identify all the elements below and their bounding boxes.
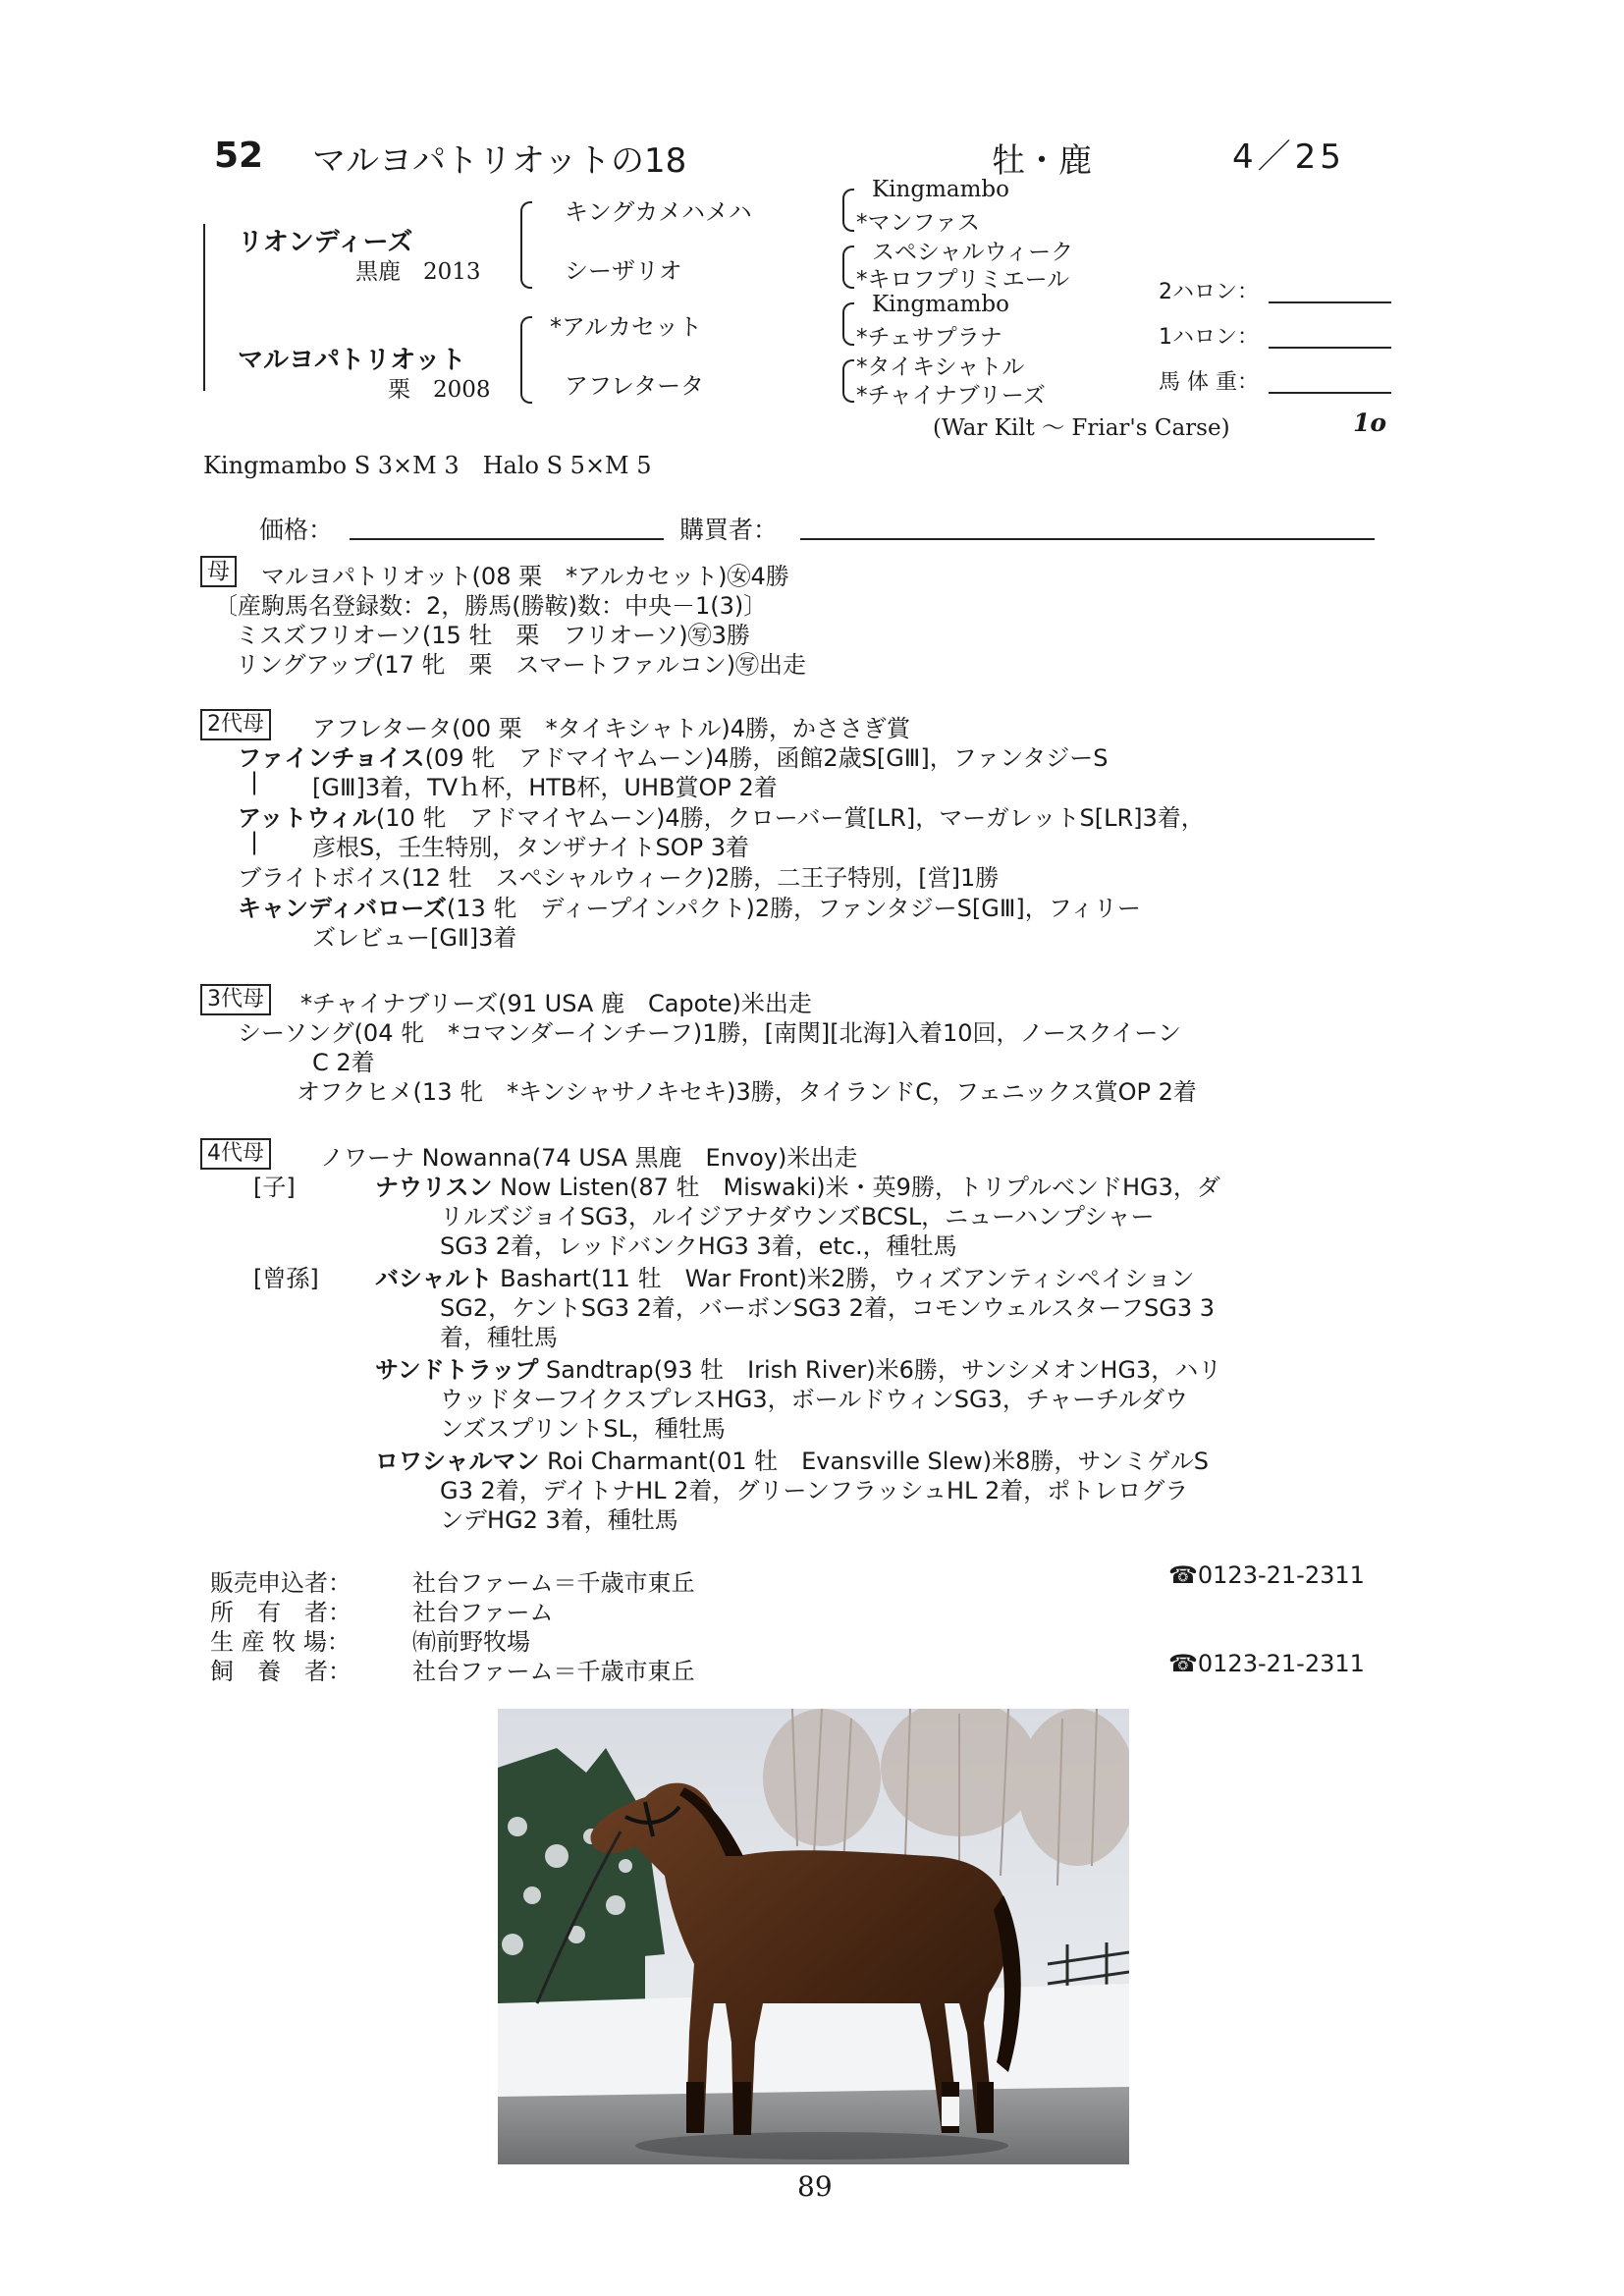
gen3-bracket-1 bbox=[842, 189, 854, 232]
entry-line: (10 牝 アドマイヤムーン)4勝，クローバー賞[LR]，マーガレットS[LR]3着， bbox=[375, 804, 1205, 832]
entry-name: ブライトボイス bbox=[238, 864, 403, 892]
gen2-bracket-bottom bbox=[520, 316, 532, 404]
pedigree-left-bracket bbox=[203, 224, 205, 391]
second-dam-entry bbox=[238, 858, 999, 893]
entry-name: ナウリスン bbox=[375, 1174, 493, 1201]
entry-line2: ウッドターフイクスプレスHG3，ボールドウィンSG3，チャーチルダウ bbox=[440, 1386, 1188, 1413]
family-number: 1o bbox=[1353, 409, 1387, 437]
second-dam-entry-line2: 彦根S，壬生特別，タンザナイトSOP 3着 bbox=[312, 834, 750, 861]
dam-info: 栗 2008 bbox=[388, 377, 491, 403]
gen2-dam-sire: *アルカセット bbox=[550, 313, 703, 341]
entry-name: ロワシャルマン bbox=[375, 1448, 540, 1475]
child-tag: [子] bbox=[253, 1174, 296, 1201]
entry-line: Now Listen(87 牡 Miswaki)米・英9勝，トリプルベンドHG3，ダ bbox=[500, 1174, 1220, 1201]
entry-line: Roi Charmant(01 牡 Evansville Slew)米8勝，サンミゲルS bbox=[547, 1448, 1209, 1475]
entry-line3: ンズスプリントSL，種牡馬 bbox=[440, 1415, 726, 1443]
gen3-bracket-4 bbox=[842, 359, 854, 403]
fourth-dam-tag: 4代母 bbox=[200, 1138, 271, 1170]
entry-name: アットウィル bbox=[238, 804, 376, 832]
gen2-sire-sire: キングカメハメハ bbox=[565, 198, 752, 226]
great-grandchild-tag: [曾孫] bbox=[253, 1265, 319, 1292]
entry-line3: 着，種牡馬 bbox=[440, 1324, 558, 1351]
one-furlong-label: 1ハロン： bbox=[1159, 325, 1259, 350]
gen3-2: *マンファス bbox=[856, 210, 981, 236]
contact-label: 生 産 牧 場： bbox=[210, 1628, 351, 1656]
dam-name: マルヨパトリオット bbox=[238, 346, 466, 375]
gen3-8: *チャイナブリーズ bbox=[856, 383, 1046, 409]
contact-value: 社台ファーム＝千歳市東丘 bbox=[412, 1658, 695, 1685]
gen3-4: *キロフプリミエール bbox=[856, 267, 1070, 293]
entry-line: (13 牝 ディープインパクト)2勝，ファンタジーS[GⅢ]，フィリー bbox=[446, 895, 1141, 922]
birth-date: 4／25 bbox=[1232, 137, 1345, 177]
fourth-dam-head: ノワーナ Nowanna(74 USA 黒鹿 Envoy)米出走 bbox=[320, 1144, 858, 1172]
entry-line: (09 牝 アドマイヤムーン)4勝，函館2歳S[GⅢ]，ファンタジーS bbox=[424, 744, 1109, 772]
gen3-1: Kingmambo bbox=[872, 177, 1009, 202]
entry-line2: G3 2着，デイトナHL 2着，グリーンフラッシュHL 2着，ポトレログラ bbox=[440, 1477, 1189, 1504]
entry-line: (12 牡 スペシャルウィーク)2勝，二王子特別，[営]1勝 bbox=[402, 864, 1000, 892]
second-dam-tag: 2代母 bbox=[200, 709, 271, 740]
buyer-field[interactable] bbox=[800, 538, 1375, 540]
entry-tree-mark: | bbox=[250, 768, 259, 795]
entry-name: サンドトラップ bbox=[375, 1356, 539, 1384]
sire-name: リオンディーズ bbox=[238, 228, 413, 257]
gen3-6: *チェサプラナ bbox=[856, 325, 1002, 351]
horse-photo bbox=[498, 1709, 1129, 2164]
third-dam-head: *チャイナブリーズ(91 USA 鹿 Capote)米出走 bbox=[300, 990, 812, 1017]
gen3-3: スペシャルウィーク bbox=[872, 240, 1074, 265]
entry-line: Bashart(11 牡 War Front)米2勝，ウィズアンティシペイション bbox=[500, 1265, 1195, 1292]
third-dam-line-1: シーソング(04 牝 *コマンダーインチーフ)1勝，[南関][北海]入着10回，ノースクイーン bbox=[238, 1019, 1181, 1047]
entry-tree-mark: | bbox=[250, 828, 259, 855]
price-label: 価格： bbox=[259, 516, 334, 544]
horse-name: マルヨパトリオットの18 bbox=[312, 141, 687, 181]
contact-phone: ☎0123-21-2311 bbox=[1168, 1650, 1365, 1677]
contact-value: 社台ファーム＝千歳市東丘 bbox=[412, 1569, 695, 1597]
inbreeding: Kingmambo S 3×M 3 Halo S 5×M 5 bbox=[203, 452, 652, 479]
contact-phone: ☎0123-21-2311 bbox=[1168, 1561, 1365, 1589]
gen2-sire-dam: シーザリオ bbox=[565, 257, 682, 285]
contact-value: ㈲前野牧場 bbox=[412, 1628, 530, 1656]
two-furlong-label: 2ハロン： bbox=[1159, 280, 1259, 304]
entry-line: Sandtrap(93 牡 Irish River)米6勝，サンシメオンHG3，ハリ bbox=[545, 1356, 1222, 1384]
page-number: 89 bbox=[797, 2170, 833, 2203]
sex-color: 牡・鹿 bbox=[992, 141, 1092, 181]
dam-tag: 母 bbox=[200, 556, 237, 587]
entry-name: キャンディバローズ bbox=[238, 895, 447, 922]
third-dam-line-3: オフクヒメ(13 牝 *キンシャサノキセキ)3勝，タイランドC，フェニックス賞OP 2着 bbox=[297, 1078, 1197, 1106]
contact-label: 所 有 者： bbox=[210, 1599, 352, 1626]
dam-produce-2: リングアップ(17 牝 栗 スマートファルコン)㊢出走 bbox=[236, 651, 807, 679]
gen3-bracket-2 bbox=[842, 246, 854, 289]
weight-field[interactable] bbox=[1269, 392, 1391, 394]
entry-line3: ンデHG2 3着，種牡馬 bbox=[440, 1506, 678, 1534]
sire-info: 黒鹿 2013 bbox=[355, 259, 481, 285]
weight-label: 馬 体 重： bbox=[1159, 370, 1259, 395]
contact-label: 販売申込者： bbox=[210, 1569, 352, 1597]
gen3-7: *タイキシャトル bbox=[856, 355, 1025, 380]
entry-name: バシャルト bbox=[375, 1265, 493, 1292]
dam-line: マルヨパトリオット(08 栗 *アルカセット)㊛4勝 bbox=[261, 563, 789, 590]
second-dam-entry-line2: [GⅢ]3着，TVｈ杯，HTB杯，UHB賞OP 2着 bbox=[312, 774, 778, 801]
gen2-bracket-top bbox=[520, 201, 532, 289]
two-furlong-field[interactable] bbox=[1269, 301, 1391, 303]
dam-produce-summary: 〔産駒馬名登録数：2，勝馬(勝鞍)数：中央－1(3)〕 bbox=[214, 592, 768, 620]
entry-line2: リルズジョイSG3，ルイジアナダウンズBCSL，ニューハンプシャー bbox=[440, 1203, 1155, 1230]
second-dam-entry-line2: ズレビュー[GⅡ]3着 bbox=[312, 924, 517, 952]
third-dam-tag: 3代母 bbox=[200, 984, 271, 1015]
entry-line3: SG3 2着，レッドバンクHG3 3着，etc.，種牡馬 bbox=[440, 1232, 957, 1260]
family-note: (War Kilt ～ Friar's Carse) bbox=[933, 415, 1230, 441]
price-field[interactable] bbox=[350, 538, 664, 540]
gen3-5: Kingmambo bbox=[872, 292, 1009, 317]
contact-label: 飼 養 者： bbox=[210, 1658, 352, 1685]
second-dam-head: アフレタータ(00 栗 *タイキシャトル)4勝，かささぎ賞 bbox=[312, 715, 911, 742]
contact-value: 社台ファーム bbox=[412, 1599, 554, 1626]
third-dam-line-2: C 2着 bbox=[312, 1049, 375, 1076]
gen2-dam-dam: アフレタータ bbox=[565, 372, 705, 400]
entry-line2: SG2，ケントSG3 2着，バーボンSG3 2着，コモンウェルスターフSG3 3 bbox=[440, 1294, 1216, 1322]
one-furlong-field[interactable] bbox=[1269, 347, 1391, 349]
lot-number: 52 bbox=[214, 136, 264, 176]
buyer-label: 購買者： bbox=[679, 516, 779, 544]
entry-name: ファインチョイス bbox=[238, 744, 425, 772]
dam-produce-1: ミスズフリオーソ(15 牡 栗 フリオーソ)㊢3勝 bbox=[236, 622, 750, 649]
gen3-bracket-3 bbox=[842, 302, 854, 346]
